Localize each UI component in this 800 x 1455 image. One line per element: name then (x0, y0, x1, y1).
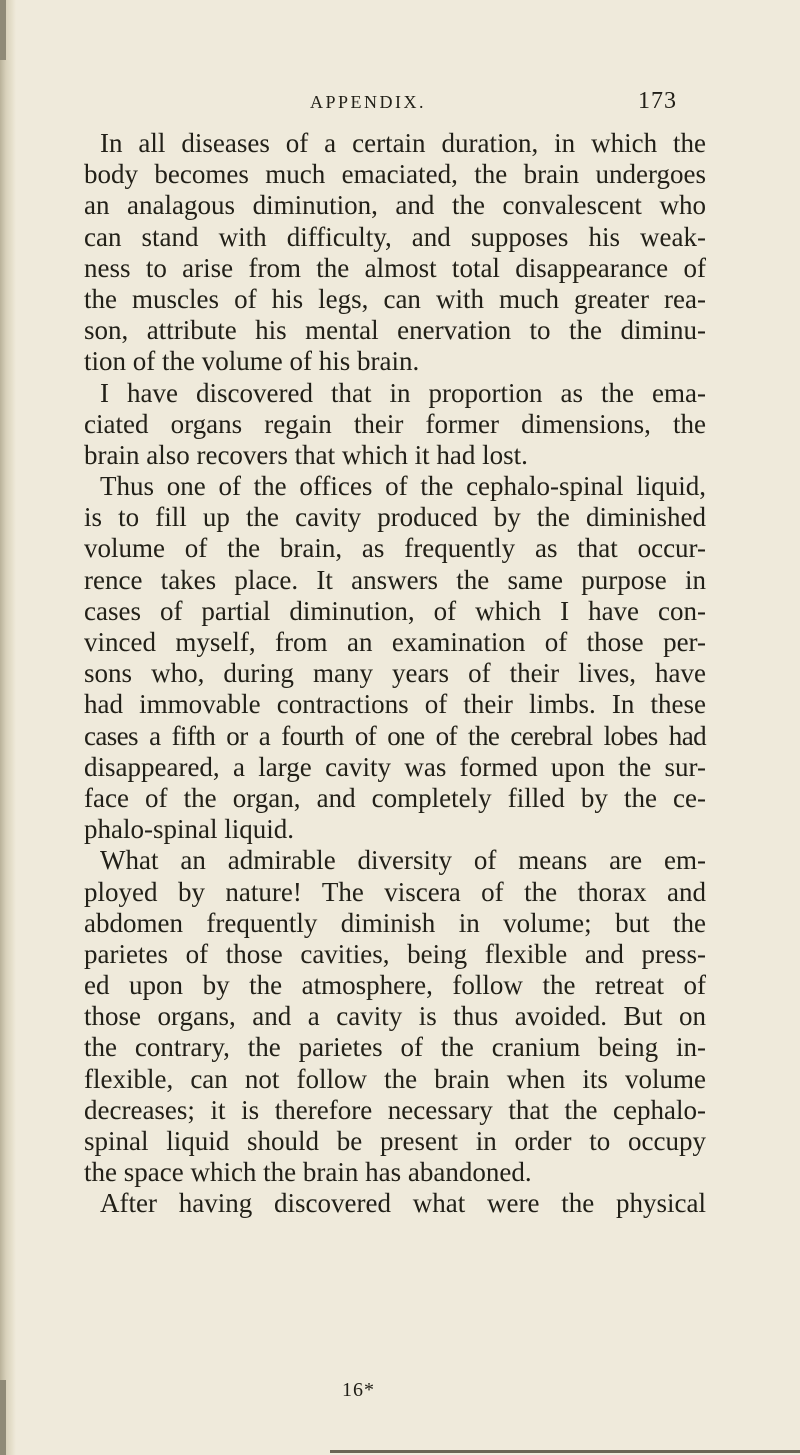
text-line: What an admirable diversity of means are em- (100, 845, 706, 876)
text-line: the contrary, the parietes of the cranium being in- (84, 1032, 706, 1063)
text-line: face of the organ, and completely filled by the ce- (84, 782, 706, 813)
body-text (84, 128, 706, 1220)
text-line: sons who, during many years of their lives, have (84, 658, 706, 689)
page-number: 173 (638, 88, 677, 114)
text-line: phalo-spinal liquid. (84, 814, 294, 845)
text-line: ployed by nature! The viscera of the thorax and (84, 876, 706, 907)
signature-mark: 16* (342, 1379, 375, 1401)
text-line: those organs, and a cavity is thus avoided. But on (84, 1001, 706, 1032)
text-line: rence takes place. It answers the same purpose in (84, 564, 706, 595)
text-line: ed upon by the atmosphere, follow the retreat of (84, 970, 706, 1001)
text-line: spinal liquid should be present in order to occupy (84, 1126, 706, 1156)
text-line: body becomes much emaciated, the brain undergoes (84, 159, 706, 190)
text-line: volume of the brain, as frequently as that occur- (84, 533, 706, 564)
text-line: cases a fifth or a fourth of one of the cerebral lobes had (84, 720, 706, 751)
running-head: APPENDIX. (310, 92, 427, 112)
text-line: abdomen frequently diminish in volume; but the (84, 907, 706, 938)
text-line: the space which the brain has abandoned. (84, 1157, 532, 1188)
gutter-shadow (0, 0, 6, 60)
text-line: brain also recovers that which it had lost. (84, 439, 528, 470)
page-header (0, 90, 800, 120)
text-line: can stand with difficulty, and supposes his weak- (84, 221, 706, 252)
binding-gutter (0, 0, 16, 1455)
text-line: an analagous diminution, and the convalescent who (84, 190, 706, 221)
text-line: the muscles of his legs, can with much greater rea- (84, 283, 706, 314)
text-line: disappeared, a large cavity was formed upon the sur- (84, 751, 706, 782)
text-line: tion of the volume of his brain. (84, 346, 420, 377)
text-line: cases of partial diminution, of which I have con- (84, 595, 706, 626)
text-line: had immovable contractions of their limbs. In these (84, 689, 706, 720)
text-line: decreases; it is therefore necessary that the cephalo- (84, 1094, 706, 1125)
page-edge-shadow (330, 1450, 800, 1453)
text-line: flexible, can not follow the brain when its volume (84, 1063, 706, 1094)
text-line: is to fill up the cavity produced by the diminished (84, 502, 706, 533)
text-line: vinced myself, from an examination of those per- (84, 627, 706, 657)
text-line: ness to arise from the almost total disappearance of (84, 252, 706, 283)
text-line: ciated organs regain their former dimensions, the (84, 408, 706, 439)
text-line: In all diseases of a certain duration, in which the (100, 128, 706, 158)
text-line: After having discovered what were the physical (100, 1188, 706, 1219)
text-line: son, attribute his mental enervation to the diminu- (84, 315, 706, 346)
text-line: parietes of those cavities, being flexible and press- (84, 938, 706, 969)
text-line: Thus one of the offices of the cephalo-spinal liquid, (100, 471, 706, 502)
gutter-shadow (0, 1380, 6, 1455)
text-line: I have discovered that in proportion as the ema- (100, 377, 706, 408)
